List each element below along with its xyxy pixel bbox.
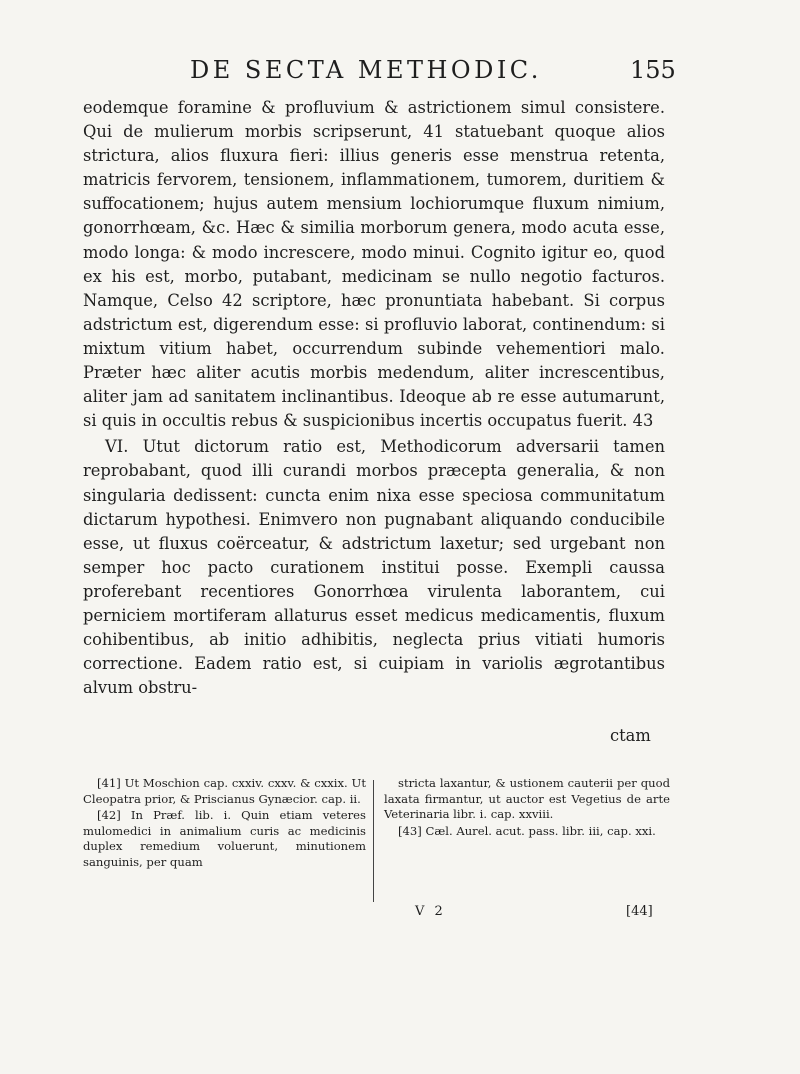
running-title: DE SECTA METHODIC. — [190, 56, 542, 84]
bracket-reference: [44] — [626, 904, 653, 919]
paragraph-2: VI. Utut dictorum ratio est, Methodicorum adversarii tamen reprobabant, quod illi curandi morbos præcepta generalia, & non singularia dedissent: cuncta enim nixa esse speciosa communitatum dictarum hypothesi. Enimvero non pugnabant aliquando conducibile esse, ut fluxus coërceatur, & adstrictum laxetur; sed urgebant non semper hoc pacto curationem institui posse. Exempli caussa proferebant recentiores Gonorrhœa virulenta laborantem, cui perniciem mortiferam allaturus esset medicus medicamentis, fluxum cohibentibus, ab initio adhibitis, neglecta prius vitiati humoris correctione. Eadem ratio est, si cuipiam in variolis ægrotantibus alvum obstru- — [83, 437, 665, 698]
main-text — [83, 96, 665, 700]
column-divider — [373, 780, 374, 902]
footnote-42-continued: stricta laxantur, & ustionem cauterii per quod laxata firmantur, ut auctor est Vegetius de arte Veterinaria libr. i. cap. xxviii. — [384, 776, 670, 822]
catchword: ctam — [610, 726, 651, 745]
footnote-43: [43] Cæl. Aurel. acut. pass. libr. iii, cap. xxi. — [398, 823, 656, 838]
page-number: 155 — [630, 56, 676, 84]
footnote-41: [41] Ut Moschion cap. cxxiv. cxxv. & cxxix. Ut Cleopatra prior, & Priscianus Gynæcior. cap. ii. — [83, 776, 366, 806]
paragraph-1: eodemque foramine & profluvium & astrictionem simul consistere. Qui de mulierum morbis scripserunt, 41 statuebant quoque alios strictura, alios fluxura fieri: illius generis esse menstrua retenta, matricis fervorem, tensionem, inflammationem, tumorem, duritiem & suffocationem; hujus autem mensium lochiorumque fluxum nimium, gonorrhœam, &c. Hæc & similia morborum genera, modo acuta esse, modo longa: & modo increscere, modo minui. Cognito igitur eo, quod ex his est, morbo, putabant, medicinam se nullo negotio facturos. Namque, Celso 42 scriptore, hæc pronuntiata habebant. Si corpus adstrictum est, digerendum esse: si profluvio laborat, continendum: si mixtum vitium habet, occurrendum subinde vehementiori malo. Præter hæc aliter acutis morbis medendum, aliter increscentibus, aliter jam ad sanitatem inclinantibus. Ideoque ab re esse autumarunt, si quis in occultis rebus & suspicionibus incertis occupatus fuerit. 43 — [83, 98, 665, 431]
footnotes-left-column — [83, 776, 366, 872]
footnote-42: [42] In Præf. lib. i. Quin etiam veteres mulomedici in animalium curis ac medicinis duplex remedium voluerunt, minutionem sanguinis, per quam — [83, 808, 366, 869]
footnotes-right-column — [384, 776, 670, 840]
signature-mark: V 2 — [415, 904, 446, 919]
